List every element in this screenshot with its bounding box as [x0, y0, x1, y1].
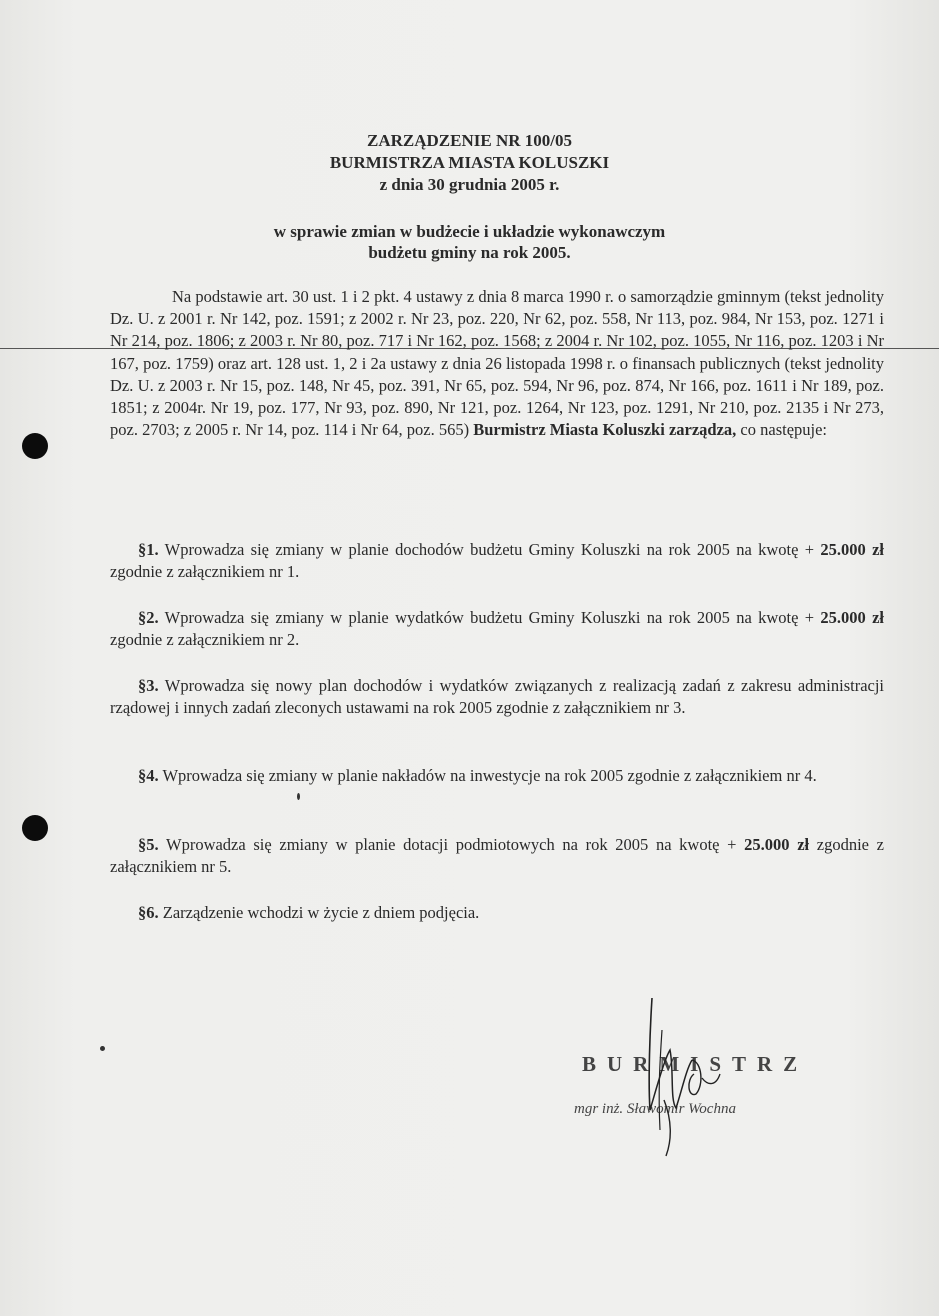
document-subject [0, 221, 939, 263]
signatory-title: BURMISTRZ [582, 1052, 809, 1076]
scan-speck [100, 1046, 105, 1051]
signatory-name: mgr inż. Sławomir Wochna [574, 1101, 736, 1117]
subject-line-1: w sprawie zmian w budżecie i układzie wykonawczym [273, 222, 666, 241]
section-number: §3. [138, 676, 159, 695]
section-number: §6. [138, 903, 159, 922]
punch-hole-bottom [22, 815, 48, 841]
section-number: §2. [138, 608, 159, 627]
subject-line-2: budżetu gminy na rok 2005. [368, 243, 571, 262]
section-amount: 25.000 zł [820, 540, 885, 559]
handwritten-signature [612, 990, 732, 1160]
section-text-end: zgodnie z załącznikiem nr 1. [110, 562, 300, 582]
title-line-2: BURMISTRZA MIASTA KOLUSZKI [329, 153, 610, 172]
preamble-tail: co następuje: [740, 420, 828, 440]
title-line-1: ZARZĄDZENIE NR 100/05 [367, 131, 572, 150]
section-text: Wprowadza się zmiany w planie dotacji podmiotowych na rok 2005 na kwotę + [166, 835, 745, 854]
section-1 [110, 539, 884, 583]
section-text: Wprowadza się zmiany w planie wydatków budżetu Gminy Koluszki na rok 2005 na kwotę + [164, 608, 821, 627]
preamble-bold: Burmistrz Miasta Koluszki zarządza, [473, 420, 737, 440]
title-date: z dnia 30 grudnia 2005 r. [379, 175, 560, 194]
section-text: Wprowadza się zmiany w planie nakładów na inwestycje na rok 2005 zgodnie z załącznikiem nr 4. [162, 766, 817, 785]
section-5 [110, 834, 884, 878]
section-number: §5. [138, 835, 159, 854]
section-6 [110, 902, 884, 924]
scan-speck [297, 793, 300, 800]
section-amount: 25.000 zł [744, 835, 810, 854]
section-text-end: zgodnie z załącznikiem nr 5. [110, 835, 884, 877]
document-title [0, 130, 939, 196]
section-number: §1. [138, 540, 159, 559]
section-3 [110, 675, 884, 719]
punch-hole-top [22, 433, 48, 459]
section-4 [110, 765, 884, 787]
preamble-text: Na podstawie art. 30 ust. 1 i 2 pkt. 4 ustawy z dnia 8 marca 1990 r. o samorządzie gminnym (tekst jednolity Dz. U. z 2001 r. Nr 142, poz. 1591; z 2002 r. Nr 23, poz. 220, Nr 62, poz. 558, Nr 113, poz. 984, Nr 153, poz. 1271 i Nr 214, poz. 1806; z 2003 r. Nr 80, poz. 717 i Nr 162, poz. 1568; z 2004 r. Nr 102, poz. 1055, Nr 116, poz. 1203 i Nr 167, poz. 1759) oraz art. 128 ust. 1, 2 i 2a ustawy z dnia 26 listopada 1998 r. o finansach publicznych (tekst jednolity Dz. U. z 2003 r. Nr 15, poz. 148, Nr 45, poz. 391, Nr 65, poz. 594, Nr 96, poz. 874, Nr 166, poz. 1611 i Nr 189, poz. 1851; z 2004r. Nr 19, poz. 177, Nr 93, poz. 890, Nr 121, poz. 1264, Nr 123, poz. 1291, Nr 210, poz. 2135 i Nr 273, poz. 2703; z 2005 r. Nr 14, poz. 114 i Nr 64, poz. 565) [110, 287, 884, 440]
section-number: §4. [138, 766, 159, 785]
section-text: Wprowadza się zmiany w planie dochodów budżetu Gminy Koluszki na rok 2005 na kwotę + [164, 540, 821, 559]
preamble [110, 286, 884, 441]
section-2 [110, 607, 884, 651]
section-text-end: zgodnie z załącznikiem nr 2. [110, 630, 300, 650]
section-text: Zarządzenie wchodzi w życie z dniem podjęcia. [162, 903, 480, 922]
section-text: Wprowadza się nowy plan dochodów i wydatków związanych z realizacją zadań z zakresu administracji rządowej i innych zadań zleconych ustawami na rok 2005 zgodnie z załącznikiem nr 3. [110, 676, 885, 718]
section-amount: 25.000 zł [820, 608, 885, 627]
preamble-paragraph [110, 286, 884, 441]
